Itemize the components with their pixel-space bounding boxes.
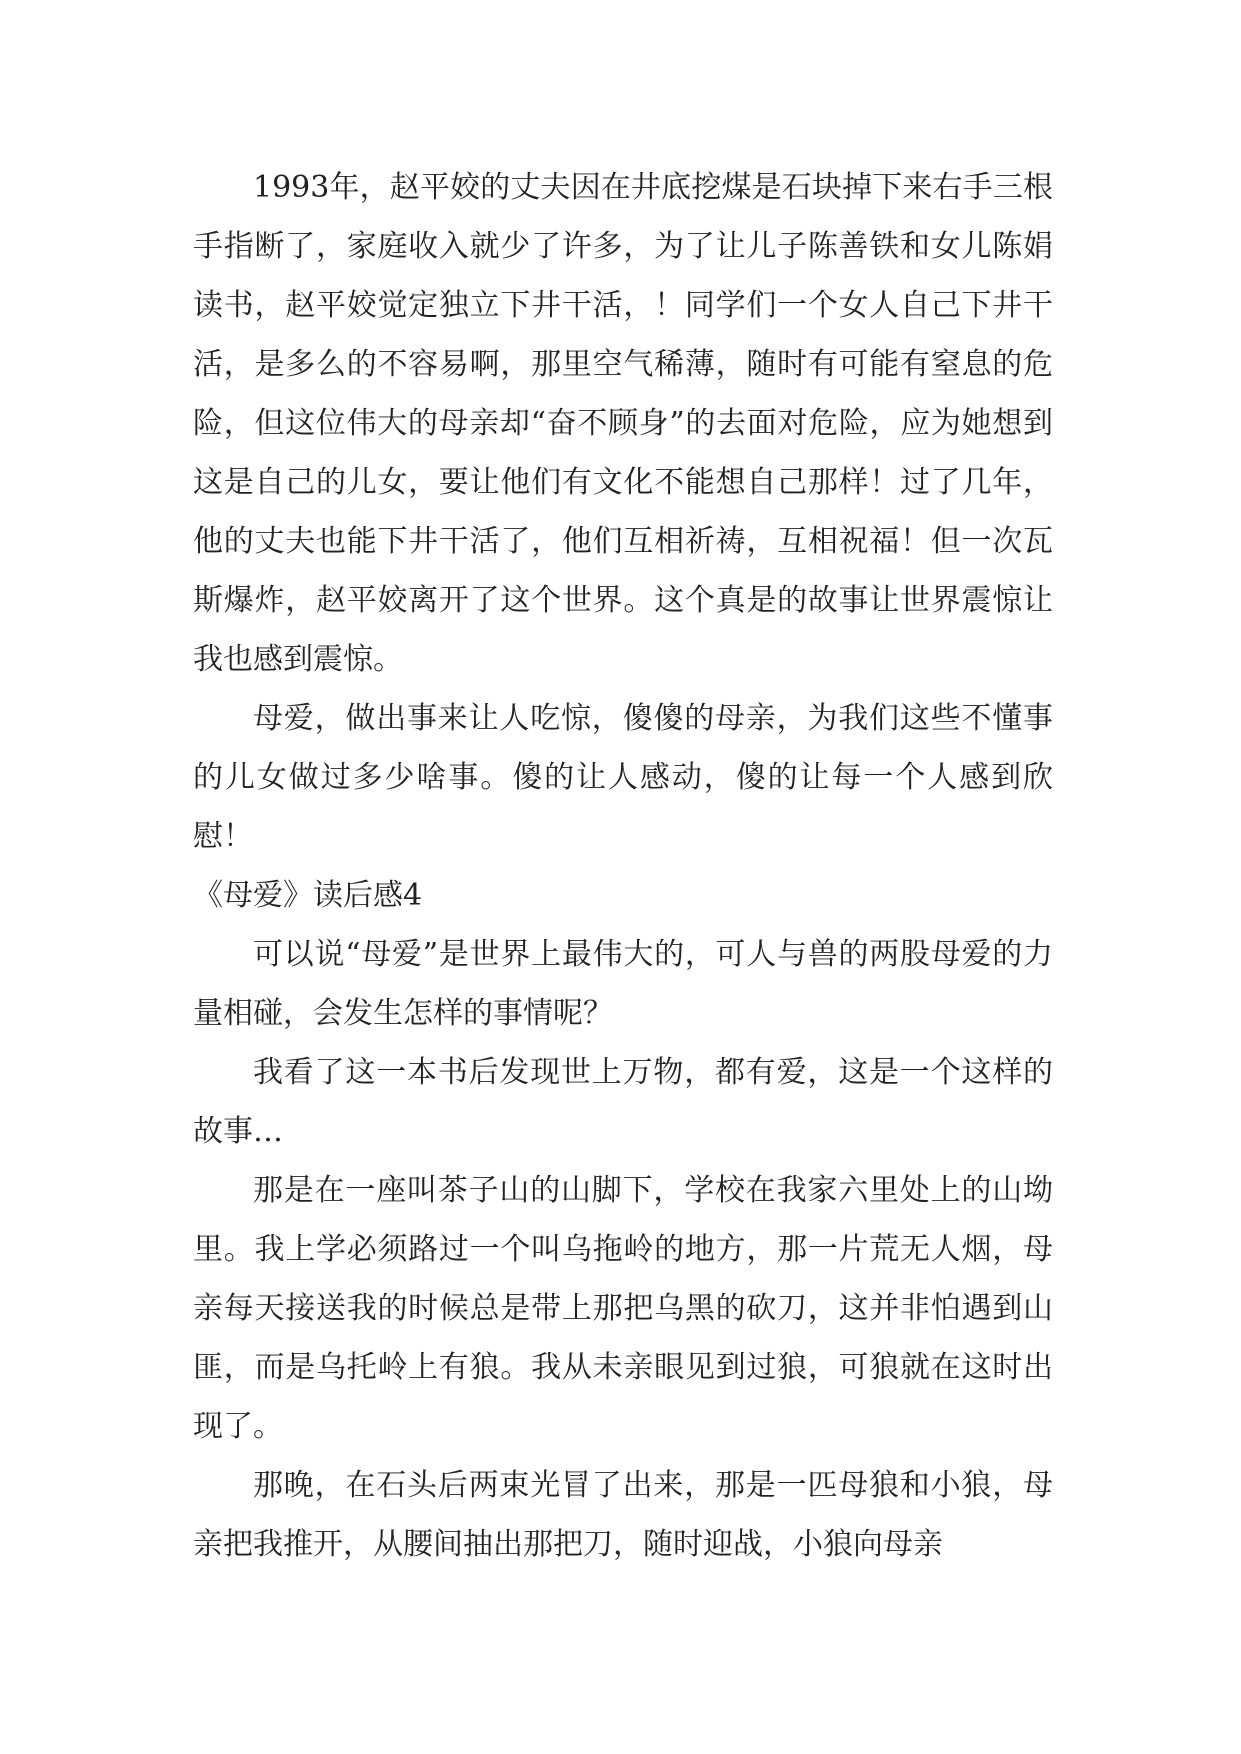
- paragraph-intro-question: 可以说“母爱”是世界上最伟大的，可人与兽的两股母爱的力量相碰，会发生怎样的事情呢？: [193, 937, 1053, 1031]
- paragraph-mother-love-reflection: 母爱，做出事来让人吃惊，傻傻的母亲，为我们这些不懂事的儿女做过多少啥事。傻的让人感动，傻的让每一个人感到欣慰！: [193, 701, 1053, 854]
- paragraph-wolf-encounter: 那晚，在石头后两束光冒了出来，那是一匹母狼和小狼，母亲把我推开，从腰间抽出那把刀，随时迎战，小狼向母亲: [193, 1468, 1053, 1562]
- document-body: [193, 158, 1053, 1574]
- paragraph-mountain-setting: 那是在一座叫茶子山的山脚下，学校在我家六里处上的山坳里。我上学必须路过一个叫乌拖岭的地方，那一片荒无人烟，母亲每天接送我的时候总是带上那把乌黑的砍刀，这并非怕遇到山匪，而是乌托岭上有狼。我从未亲眼见到过狼，可狼就在这时出现了。: [193, 1173, 1053, 1444]
- paragraph-coal-mine-story: 1993年，赵平姣的丈夫因在井底挖煤是石块掉下来右手三根手指断了，家庭收入就少了许多，为了让儿子陈善铁和女儿陈娟读书，赵平姣觉定独立下井干活，！同学们一个女人自己下井干活，是多么的不容易啊，那里空气稀薄，随时有可能有窒息的危险，但这位伟大的母亲却“奋不顾身”的去面对危险，应为她想到这是自己的儿女，要让他们有文化不能想自己那样！过了几年，他的丈夫也能下井干活了，他们互相祈祷，互相祝福！但一次瓦斯爆炸，赵平姣离开了这个世界。这个真是的故事让世界震惊让我也感到震惊。: [193, 170, 1053, 677]
- section-heading: 《母爱》读后感4: [193, 878, 423, 913]
- paragraph-book-intro: 我看了这一本书后发现世上万物，都有爱，这是一个这样的故事…: [193, 1055, 1053, 1149]
